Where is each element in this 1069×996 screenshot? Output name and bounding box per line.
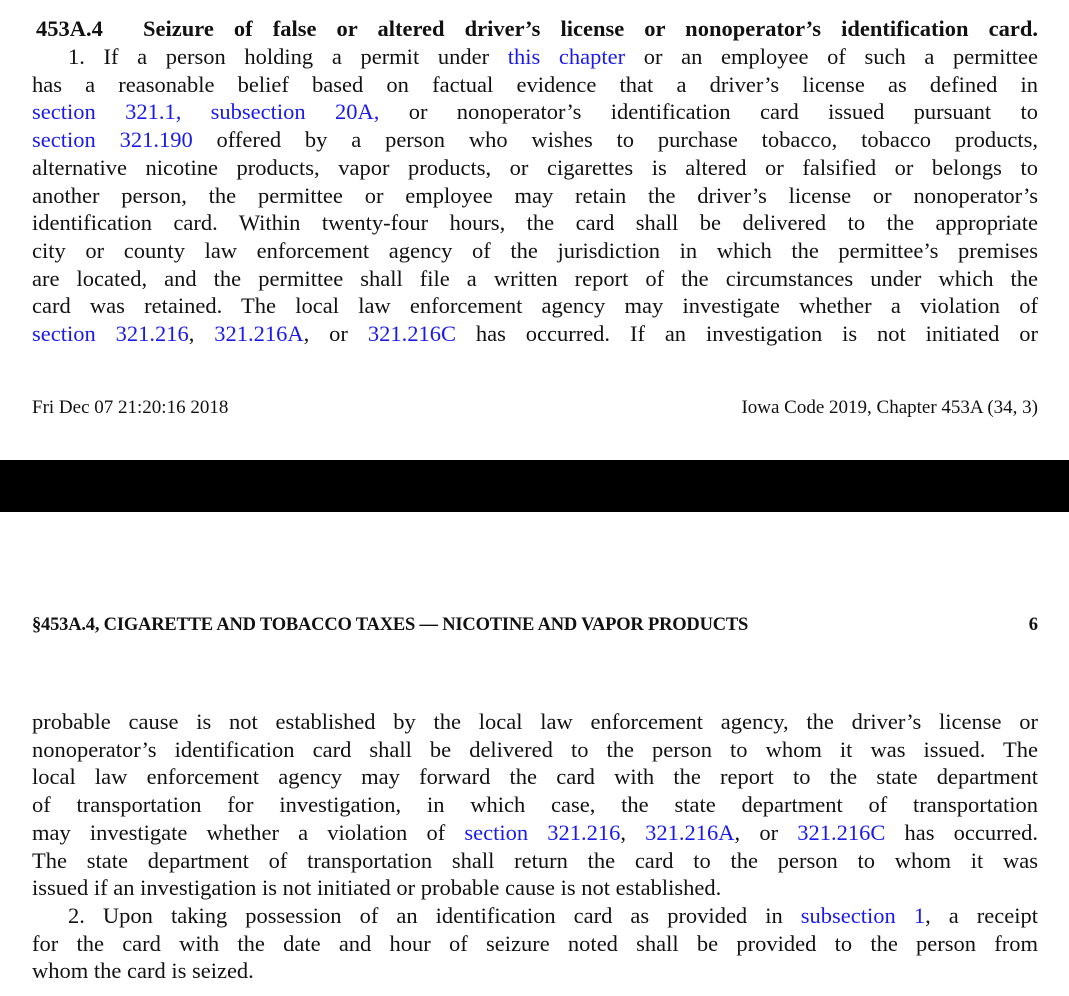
page-separator <box>0 460 1069 512</box>
text-line <box>68 43 1038 71</box>
page-number: 6 <box>1028 615 1038 635</box>
section-heading <box>36 15 1038 43</box>
text-line <box>32 736 1038 764</box>
text-run: may investigate whether a violation of <box>32 819 465 845</box>
text-line <box>32 71 1038 99</box>
cross-reference-link[interactable]: 321.216C <box>367 321 456 346</box>
text-run: or an employee of such a permittee <box>625 44 1038 69</box>
page-footer-source: Iowa Code 2019, Chapter 453A (34, 3) <box>741 397 1038 418</box>
text-run: another person, the permittee or employee may retain the driver’s license or nonoperator’s <box>32 182 1038 208</box>
text-run: probable cause is not established by the local law enforcement agency, the driver’s license or <box>32 709 1038 734</box>
text-line <box>32 708 1038 736</box>
text-line <box>32 98 1038 126</box>
text-run: for the card with the date and hour of seizure noted shall be provided to the person from <box>32 930 1038 956</box>
cross-reference-link[interactable]: section 321.190 <box>32 127 193 153</box>
pdf-page-6 <box>0 512 1069 996</box>
text-run: offered by a person who wishes to purchase tobacco, tobacco products, <box>192 127 1039 153</box>
cross-reference-link[interactable]: this chapter <box>507 44 626 69</box>
page-footer-timestamp: Fri Dec 07 21:20:16 2018 <box>32 397 229 418</box>
text-line <box>32 847 1038 875</box>
text-line <box>32 957 1038 985</box>
text-run: 2. Upon taking possession of an identification card as provided in <box>68 902 801 928</box>
text-run: The state department of transportation shall return the card to the person to whom it was <box>32 847 1038 873</box>
cross-reference-link[interactable]: 321.216C <box>797 819 886 845</box>
text-run: card was retained. The local law enforcement agency may investigate whether a violation of <box>32 293 1038 319</box>
text-run: nonoperator’s identification card shall be delivered to the person to whom it was issued. The <box>32 736 1038 762</box>
text-run: has occurred. <box>885 819 1038 845</box>
text-run: or nonoperator’s identification card issued pursuant to <box>379 99 1038 125</box>
text-run: , <box>620 819 646 845</box>
pdf-page-5 <box>0 0 1069 460</box>
text-line <box>32 819 1038 847</box>
text-line <box>68 902 1038 930</box>
cross-reference-link[interactable]: section 321.216 <box>32 321 189 346</box>
text-run: , or <box>734 819 798 845</box>
text-run: of transportation for investigation, in which case, the state department of transportation <box>32 792 1038 818</box>
section-number: 453A.4 <box>36 16 103 41</box>
section-title: Seizure of false or altered driver’s license or nonoperator’s identification card. <box>143 16 1039 41</box>
text-run: , <box>188 321 215 346</box>
cross-reference-link[interactable]: section 321.1, subsection 20A, <box>32 99 380 125</box>
text-run: 1. If a person holding a permit under <box>68 44 508 69</box>
text-run: , a receipt <box>925 902 1038 928</box>
text-run: local law enforcement agency may forward the card with the report to the state department <box>32 764 1038 790</box>
text-line <box>32 763 1038 791</box>
cross-reference-link[interactable]: section 321.216 <box>464 819 621 845</box>
text-run: has occurred. If an investigation is not initiated or <box>455 321 1038 346</box>
text-run: , or <box>303 321 368 346</box>
text-line <box>32 874 1038 902</box>
text-run: issued if an investigation is not initiated or probable cause is not established. <box>32 875 722 901</box>
text-line <box>32 182 1038 210</box>
text-run: whom the card is seized. <box>32 958 254 984</box>
text-run: city or county law enforcement agency of the jurisdiction in which the permittee’s premises <box>32 237 1038 263</box>
text-run: are located, and the permittee shall file a written report of the circumstances under which the <box>32 265 1038 291</box>
text-line <box>32 791 1038 819</box>
cross-reference-link[interactable]: 321.216A <box>645 819 735 845</box>
text-line <box>32 237 1038 265</box>
text-line <box>32 320 1038 348</box>
text-line <box>32 126 1038 154</box>
text-line <box>32 209 1038 237</box>
cross-reference-link[interactable]: subsection 1 <box>800 902 926 928</box>
text-run: identification card. Within twenty-four hours, the card shall be delivered to the appropriate <box>32 210 1038 236</box>
running-header-title: §453A.4, CIGARETTE AND TOBACCO TAXES — NICOTINE AND VAPOR PRODUCTS <box>32 615 749 635</box>
text-line <box>32 930 1038 958</box>
text-line <box>32 265 1038 293</box>
text-line <box>32 292 1038 320</box>
text-run: alternative nicotine products, vapor products, or cigarettes is altered or falsified or belongs to <box>32 154 1038 180</box>
cross-reference-link[interactable]: 321.216A <box>214 321 304 346</box>
text-run: has a reasonable belief based on factual evidence that a driver’s license as defined in <box>32 71 1038 97</box>
text-line <box>32 154 1038 182</box>
